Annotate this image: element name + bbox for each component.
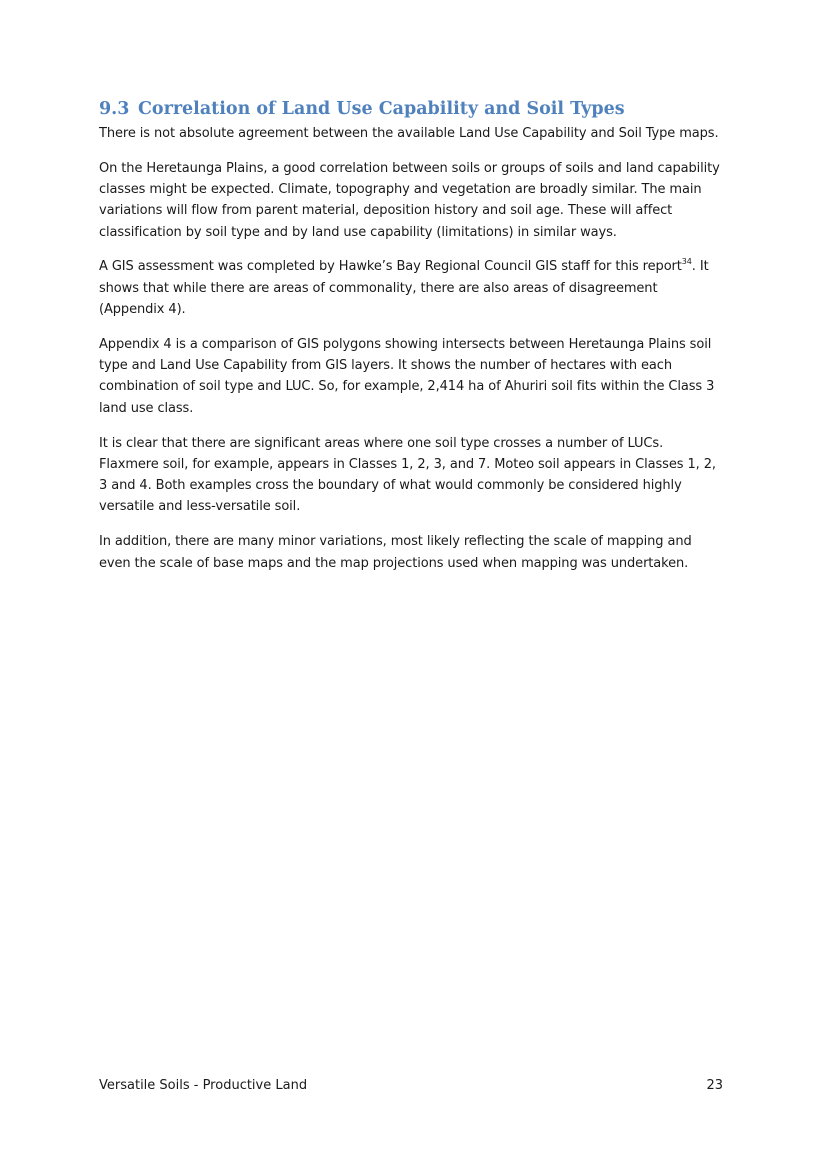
- section-body: [99, 97, 723, 587]
- paragraph-gis-text-after: . It shows that while there are areas of commonality, there are also areas of disagreement (Appendix 4).: [99, 259, 709, 318]
- paragraph-gis-text-before: A GIS assessment was completed by Hawke’s Bay Regional Council GIS staff for this report: [99, 259, 682, 275]
- paragraph-heretaunga: On the Heretaunga Plains, a good correlation between soils or groups of soils and land capability classes might be expected. Climate, topography and vegetation are broadly similar. The main variations will flow from parent material, deposition history and soil age. These will affect classification by soil type and by land use capability (limitations) in similar ways.: [99, 160, 720, 240]
- page-footer: [99, 1077, 723, 1095]
- paragraph-soil-crossing: It is clear that there are significant areas where one soil type crosses a number of LUCs. Flaxmere soil, for example, appears in Classes 1, 2, 3, and 7. Moteo soil appears in Classes 1, 2, 3 and 4. Both examples cross the boundary of what would commonly be considered highly versatile and less-versatile soil.: [99, 435, 716, 515]
- paragraph-gis-assessment: [99, 256, 723, 320]
- footer-document-title: Versatile Soils - Productive Land: [99, 1078, 308, 1093]
- section-heading: [99, 97, 723, 121]
- footnote-reference[interactable]: 34: [681, 257, 692, 267]
- section-title: Correlation of Land Use Capability and Soil Types: [138, 99, 625, 119]
- paragraph-appendix: Appendix 4 is a comparison of GIS polygons showing intersects between Heretaunga Plains soil type and Land Use Capability from GIS layers. It shows the number of hectares with each combination of soil type and LUC. So, for example, 2,414 ha of Ahuriri soil fits within the Class 3 land use class.: [99, 336, 715, 416]
- paragraph-intro: There is not absolute agreement between the available Land Use Capability and Soil Type maps.: [99, 126, 719, 141]
- footer-page-number: 23: [706, 1078, 723, 1093]
- section-number: 9.3: [99, 99, 130, 119]
- paragraph-minor-variations: In addition, there are many minor variations, most likely reflecting the scale of mapping and even the scale of base maps and the map projections used when mapping was undertaken.: [99, 534, 692, 571]
